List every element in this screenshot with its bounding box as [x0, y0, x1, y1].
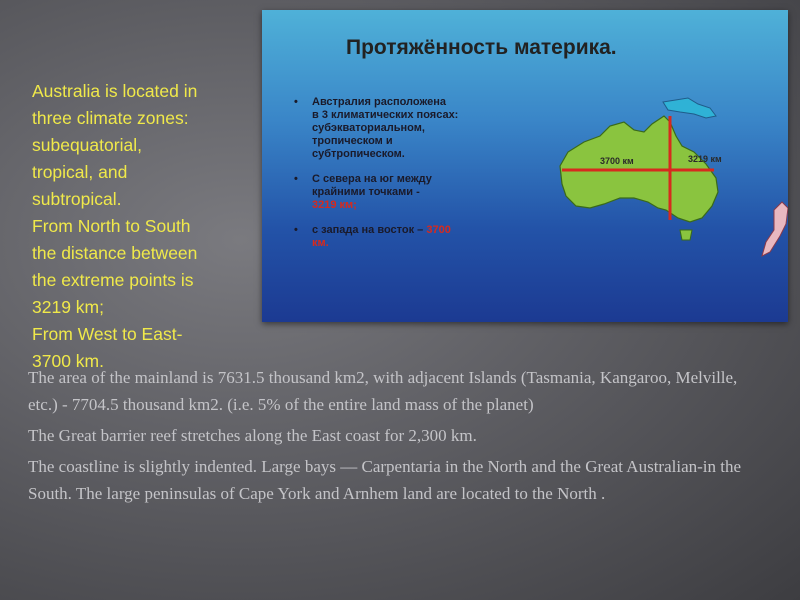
bullet-line: С севера на юг между	[312, 173, 432, 185]
bullet-dot: •	[294, 96, 298, 108]
new-guinea-shape	[663, 98, 716, 118]
left-line: 3219 km;	[32, 297, 104, 317]
bullet-value: км.	[312, 237, 329, 249]
bullet-value: 3700	[426, 224, 451, 236]
body-paragraphs	[28, 364, 768, 511]
slide-bullets	[290, 96, 530, 262]
paragraph-coastline: The coastline is slightly indented. Large bays — Carpentaria in the North and the Great Australian-in the South. The large peninsulas of Cape York and Arnhem land are located to the North .	[28, 457, 742, 503]
left-line: the extreme points is	[32, 270, 194, 290]
slide-bullet-west-east	[290, 224, 530, 250]
bullet-line: крайними точками -	[312, 186, 420, 198]
left-line: Australia is located in	[32, 81, 198, 101]
embedded-slide-image	[262, 10, 788, 322]
bullet-line: в 3 климатических поясах:	[312, 109, 459, 121]
left-line: subequatorial,	[32, 135, 142, 155]
left-line: From West to East-	[32, 324, 183, 344]
bullet-line: субэкваториальном,	[312, 122, 425, 134]
bullet-line: с запада на восток –	[312, 224, 424, 236]
left-line: tropical, and	[32, 162, 128, 182]
left-line: 3700 km.	[32, 351, 104, 371]
left-line: subtropical.	[32, 189, 122, 209]
left-line: the distance between	[32, 243, 198, 263]
map-label-west-east: 3700 км	[600, 156, 634, 166]
paragraph-area: The area of the mainland is 7631.5 thousand km2, with adjacent Islands (Tasmania, Kangaroo, Melville, etc.) - 7704.5 thousand km2. (i.e. 5% of the entire land mass of the planet)	[28, 368, 738, 414]
bullet-line: Австралия расположена	[312, 96, 446, 108]
australia-map	[548, 92, 788, 270]
bullet-line: субтропическом.	[312, 148, 405, 160]
bullet-dot: •	[294, 224, 298, 236]
bullet-value: 3219 км;	[312, 199, 357, 211]
paragraph-reef: The Great barrier reef stretches along the East coast for 2,300 km.	[28, 426, 477, 445]
map-label-north-south: 3219 км	[688, 154, 722, 164]
tasmania-shape	[680, 230, 692, 240]
bullet-dot: •	[294, 173, 298, 185]
left-line: three climate zones:	[32, 108, 189, 128]
left-line: From North to South	[32, 216, 191, 236]
left-description	[32, 78, 260, 375]
slide-bullet-climate	[290, 96, 530, 161]
new-zealand-shape	[762, 202, 788, 256]
slide-title: Протяжённость материка.	[346, 36, 617, 59]
bullet-line: тропическом и	[312, 135, 393, 147]
slide-bullet-north-south	[290, 173, 530, 212]
